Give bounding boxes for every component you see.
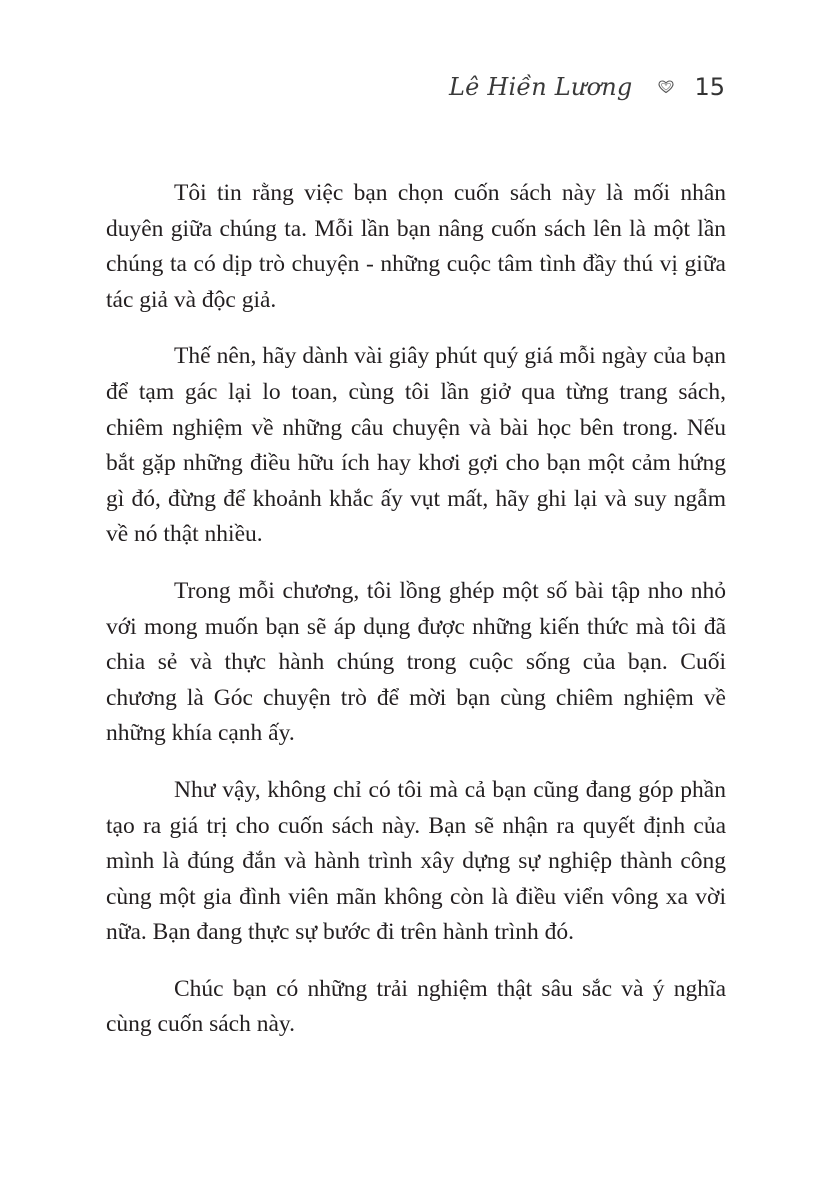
author-name: Lê Hiền Lương	[448, 73, 633, 101]
paragraph: Tôi tin rằng việc bạn chọn cuốn sách này là mối nhân duyên giữa chúng ta. Mỗi lần bạn nâng cuốn sách lên là một lần chúng ta có dịp trò chuyện - những cuộc tâm tình đầy thú vị giữa tác giả và độc giả.	[106, 180, 726, 313]
paragraph: Trong mỗi chương, tôi lồng ghép một số bài tập nho nhỏ với mong muốn bạn sẽ áp dụng được những kiến thức mà tôi đã chia sẻ và thực hành chúng trong cuộc sống của bạn. Cuối chương là Góc chuyện trò để mời bạn cùng chiêm nghiệm về những khía cạnh ấy.	[106, 577, 726, 747]
running-header	[449, 62, 725, 112]
paragraph: Thế nên, hãy dành vài giây phút quý giá mỗi ngày của bạn để tạm gác lại lo toan, cùng tôi lần giở qua từng trang sách, chiêm nghiệm về những câu chuyện và bài học bên trong. Nếu bắt gặp những điều hữu ích hay khơi gợi cho bạn một cảm hứng gì đó, đừng để khoảnh khắc ấy vụt mất, hãy ghi lại và suy ngẫm về nó thật nhiều.	[106, 343, 726, 548]
paragraph: Chúc bạn có những trải nghiệm thật sâu sắc và ý nghĩa cùng cuốn sách này.	[106, 975, 726, 1038]
heart-icon	[658, 80, 674, 94]
page-number: 15	[694, 73, 725, 101]
paragraph: Như vậy, không chỉ có tôi mà cả bạn cũng đang góp phần tạo ra giá trị cho cuốn sách này. Bạn sẽ nhận ra quyết định của mình là đúng đắn và hành trình xây dựng sự nghiệp thành công cùng một gia đình viên mãn không còn là điều viển vông xa vời nữa. Bạn đang thực sự bước đi trên hành trình đó.	[106, 776, 726, 946]
body-text	[106, 176, 726, 1064]
